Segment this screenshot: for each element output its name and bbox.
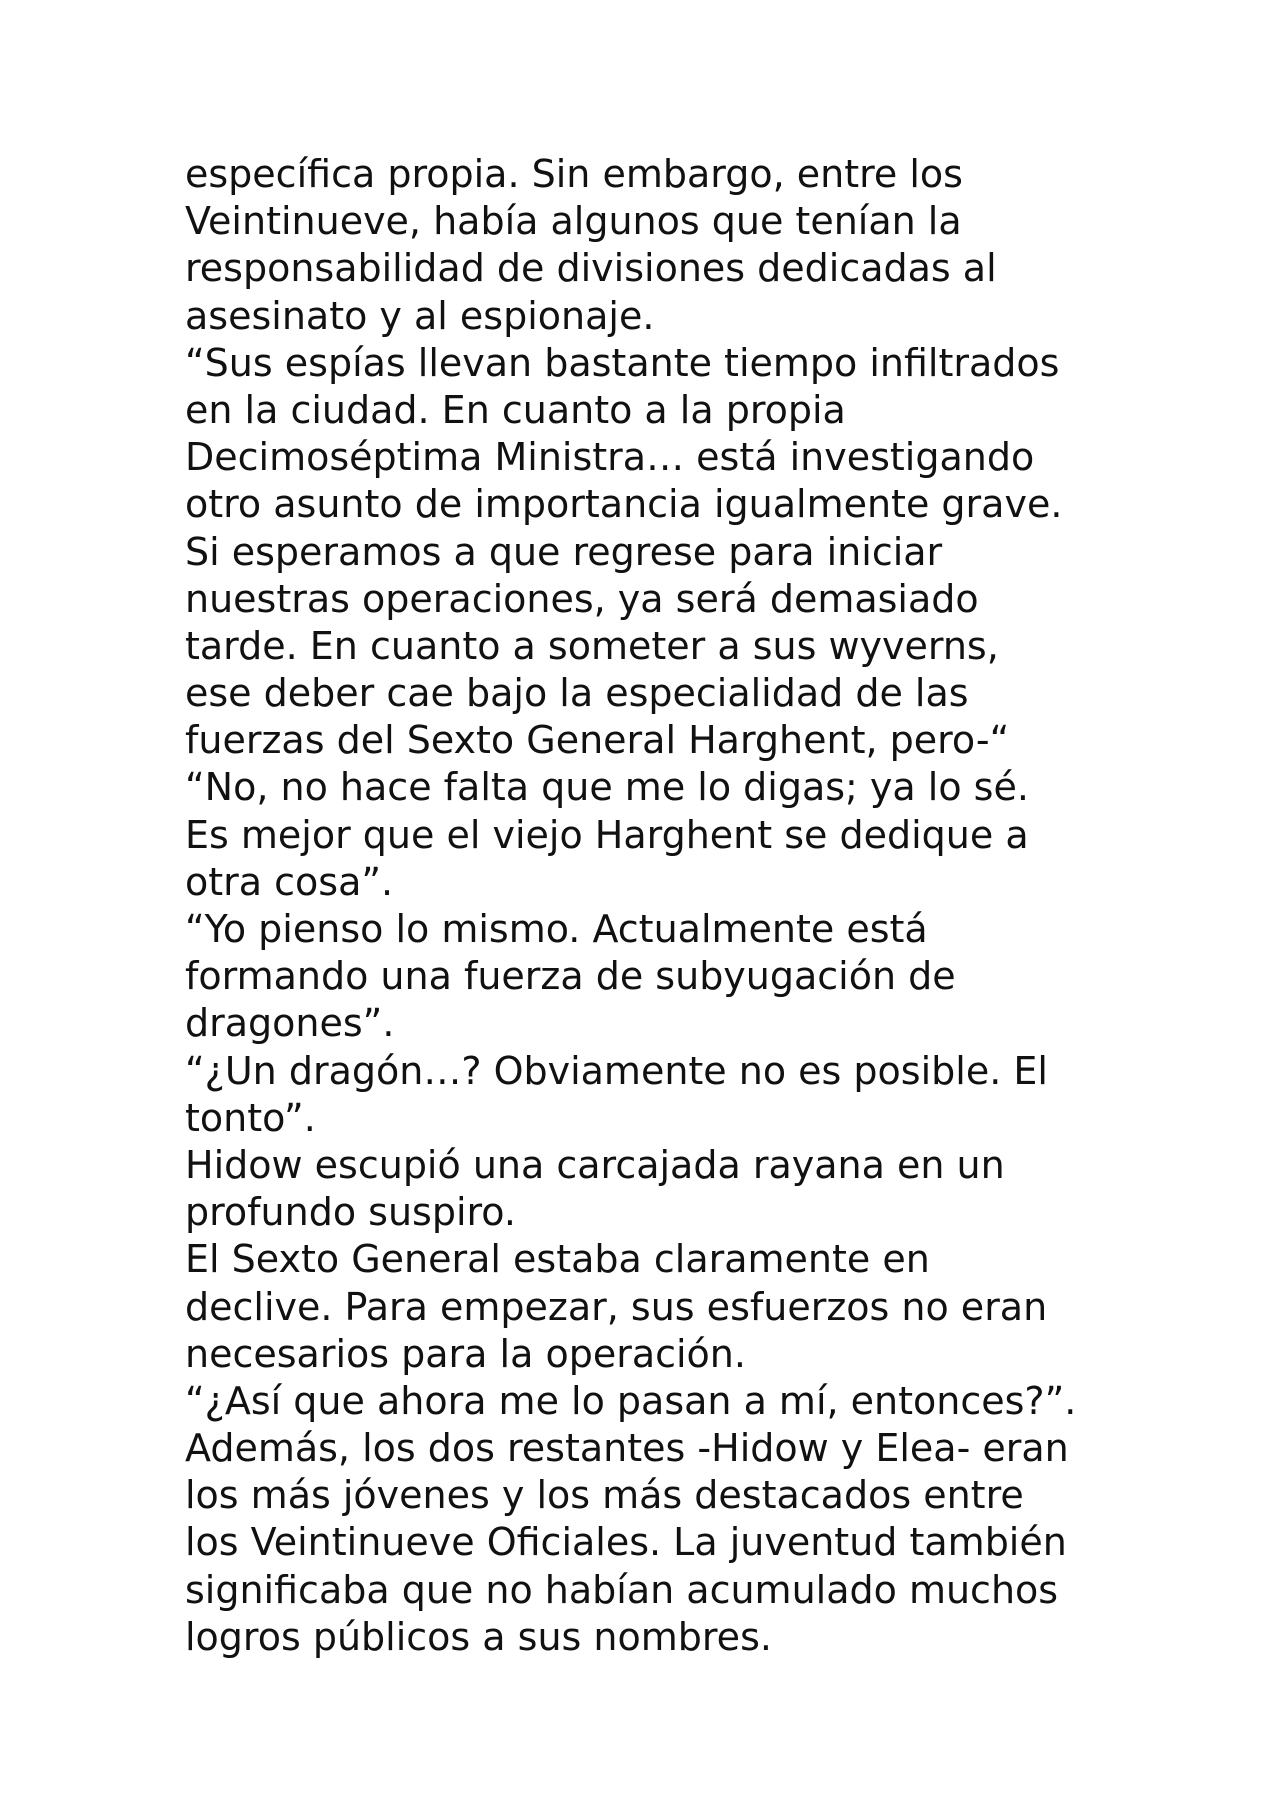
text-line: Hidow escupió una carcajada rayana en un (185, 1142, 1005, 1187)
text-line: específica propia. Sin embargo, entre los (185, 152, 963, 196)
text-line: dragones”. (185, 1001, 395, 1046)
text-line: en la ciudad. En cuanto a la propia (185, 387, 846, 432)
text-line: El Sexto General estaba claramente en (185, 1237, 930, 1282)
text-line: necesarios para la operación. (185, 1331, 746, 1376)
text-line: Decimoséptima Ministra… está investigando (185, 435, 1035, 480)
text-line: otra cosa”. (185, 859, 394, 904)
text-line: formando una fuerza de subyugación de (185, 954, 956, 999)
text-line: Veintinueve, había algunos que tenían la (185, 199, 962, 244)
text-line: tarde. En cuanto a someter a sus wyverns, (185, 623, 999, 668)
text-line: significaba que no habían acumulado muchos (185, 1567, 1059, 1612)
text-line: “Sus espías llevan bastante tiempo infiltrados (185, 340, 1060, 385)
body-text (185, 151, 1185, 1661)
text-line: asesinato y al espionaje. (185, 293, 655, 338)
text-line: “No, no hace falta que me lo digas; ya lo sé. (185, 765, 1029, 810)
text-line: los más jóvenes y los más destacados entre (185, 1473, 1024, 1518)
text-line: ese deber cae bajo la especialidad de las (185, 671, 969, 716)
text-line: fuerzas del Sexto General Harghent, pero-“ (185, 718, 1010, 763)
text-line: “Yo pienso lo mismo. Actualmente está (185, 907, 928, 951)
text-line: “¿Un dragón…? Obviamente no es posible. El (185, 1048, 1048, 1093)
text-line: logros públicos a sus nombres. (185, 1614, 772, 1659)
text-line: profundo suspiro. (185, 1190, 516, 1235)
text-line: declive. Para empezar, sus esfuerzos no eran (185, 1284, 1048, 1329)
text-line: otro asunto de importancia igualmente grave. (185, 482, 1063, 527)
text-line: Si esperamos a que regrese para iniciar (185, 529, 943, 574)
text-line: nuestras operaciones, ya será demasiado (185, 576, 979, 621)
text-line: responsabilidad de divisiones dedicadas al (185, 246, 997, 291)
text-line: Es mejor que el viejo Harghent se dedique a (185, 812, 1029, 857)
text-line: “¿Así que ahora me lo pasan a mí, entonces?”. (185, 1378, 1077, 1423)
text-line: tonto”. (185, 1095, 316, 1140)
text-line: los Veintinueve Oficiales. La juventud también (185, 1520, 1067, 1565)
text-line: Además, los dos restantes -Hidow y Elea- eran (185, 1426, 1069, 1471)
